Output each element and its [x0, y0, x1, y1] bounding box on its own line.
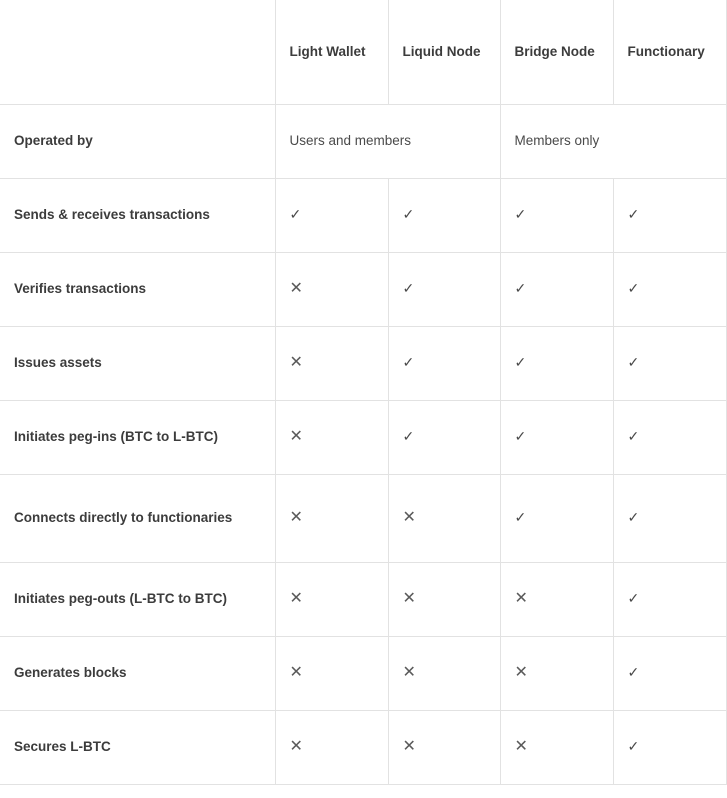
- header-cell-functionary: Functionary: [613, 0, 726, 104]
- table-row-operated-by: [0, 104, 726, 178]
- cell-light-wallet: [275, 400, 388, 474]
- check-icon: ✓: [627, 428, 640, 445]
- cross-icon: ✕: [289, 664, 303, 682]
- cell-liquid-node: [388, 400, 500, 474]
- cell-functionary: [613, 562, 726, 636]
- table-row: [0, 178, 726, 252]
- header-cell-feature: [0, 0, 275, 104]
- header-cell-bridge-node: Bridge Node: [500, 0, 613, 104]
- table-row: [0, 710, 726, 784]
- cell-liquid-node: [388, 710, 500, 784]
- cross-icon: ✕: [289, 354, 303, 372]
- cross-icon: ✕: [514, 664, 528, 682]
- cell-functionary: [613, 710, 726, 784]
- cell-light-wallet: [275, 636, 388, 710]
- check-icon: ✓: [627, 590, 640, 607]
- cell-functionary: [613, 178, 726, 252]
- cell-liquid-node: [388, 636, 500, 710]
- cell-functionary: [613, 474, 726, 562]
- cell-functionary: [613, 400, 726, 474]
- cross-icon: ✕: [289, 590, 303, 608]
- cell-bridge-node: [500, 636, 613, 710]
- cell-light-wallet: [275, 178, 388, 252]
- cross-icon: ✕: [514, 590, 528, 608]
- check-icon: ✓: [514, 280, 527, 297]
- cell-light-wallet: [275, 326, 388, 400]
- cell-bridge-node: [500, 710, 613, 784]
- table-row: [0, 400, 726, 474]
- table-body: [0, 104, 726, 784]
- check-icon: ✓: [627, 509, 640, 526]
- cell-liquid-node: [388, 562, 500, 636]
- table-row: [0, 326, 726, 400]
- check-icon: ✓: [289, 206, 302, 223]
- row-label: Secures L-BTC: [0, 710, 275, 784]
- check-icon: ✓: [627, 664, 640, 681]
- cell-bridge-node: [500, 252, 613, 326]
- cell-liquid-node: [388, 252, 500, 326]
- check-icon: ✓: [627, 206, 640, 223]
- header-row: [0, 0, 726, 104]
- cell-liquid-node: [388, 326, 500, 400]
- table-row: [0, 252, 726, 326]
- cell-bridge-node: [500, 562, 613, 636]
- header-cell-light-wallet: Light Wallet: [275, 0, 388, 104]
- cell-light-wallet: [275, 710, 388, 784]
- cross-icon: ✕: [402, 509, 416, 527]
- header-cell-liquid-node: Liquid Node: [388, 0, 500, 104]
- cell-bridge-node: [500, 178, 613, 252]
- row-label: Initiates peg-outs (L-BTC to BTC): [0, 562, 275, 636]
- cell-functionary: [613, 326, 726, 400]
- check-icon: ✓: [402, 354, 415, 371]
- check-icon: ✓: [402, 428, 415, 445]
- row-label: Verifies transactions: [0, 252, 275, 326]
- cell-light-wallet: [275, 474, 388, 562]
- cell-bridge-node: [500, 400, 613, 474]
- check-icon: ✓: [402, 206, 415, 223]
- cell-bridge-node: [500, 474, 613, 562]
- check-icon: ✓: [627, 354, 640, 371]
- row-label: Initiates peg-ins (BTC to L-BTC): [0, 400, 275, 474]
- row-label: Sends & receives transactions: [0, 178, 275, 252]
- cell-operated-by-members-only: Members only: [500, 104, 726, 178]
- cross-icon: ✕: [289, 428, 303, 446]
- row-label: Issues assets: [0, 326, 275, 400]
- row-label-operated-by: Operated by: [0, 104, 275, 178]
- cell-liquid-node: [388, 474, 500, 562]
- table-row: [0, 636, 726, 710]
- check-icon: ✓: [402, 280, 415, 297]
- cell-light-wallet: [275, 562, 388, 636]
- cell-liquid-node: [388, 178, 500, 252]
- check-icon: ✓: [514, 354, 527, 371]
- cross-icon: ✕: [289, 280, 303, 298]
- table-header: [0, 0, 726, 104]
- cell-light-wallet: [275, 252, 388, 326]
- check-icon: ✓: [514, 509, 527, 526]
- cross-icon: ✕: [289, 738, 303, 756]
- cross-icon: ✕: [289, 509, 303, 527]
- table-row: [0, 474, 726, 562]
- table-row: [0, 562, 726, 636]
- cell-functionary: [613, 252, 726, 326]
- row-label: Connects directly to functionaries: [0, 474, 275, 562]
- cross-icon: ✕: [514, 738, 528, 756]
- cross-icon: ✕: [402, 738, 416, 756]
- check-icon: ✓: [627, 280, 640, 297]
- cell-operated-by-users-and-members: Users and members: [275, 104, 500, 178]
- check-icon: ✓: [514, 428, 527, 445]
- cell-bridge-node: [500, 326, 613, 400]
- cross-icon: ✕: [402, 590, 416, 608]
- cell-functionary: [613, 636, 726, 710]
- check-icon: ✓: [514, 206, 527, 223]
- cross-icon: ✕: [402, 664, 416, 682]
- row-label: Generates blocks: [0, 636, 275, 710]
- check-icon: ✓: [627, 738, 640, 755]
